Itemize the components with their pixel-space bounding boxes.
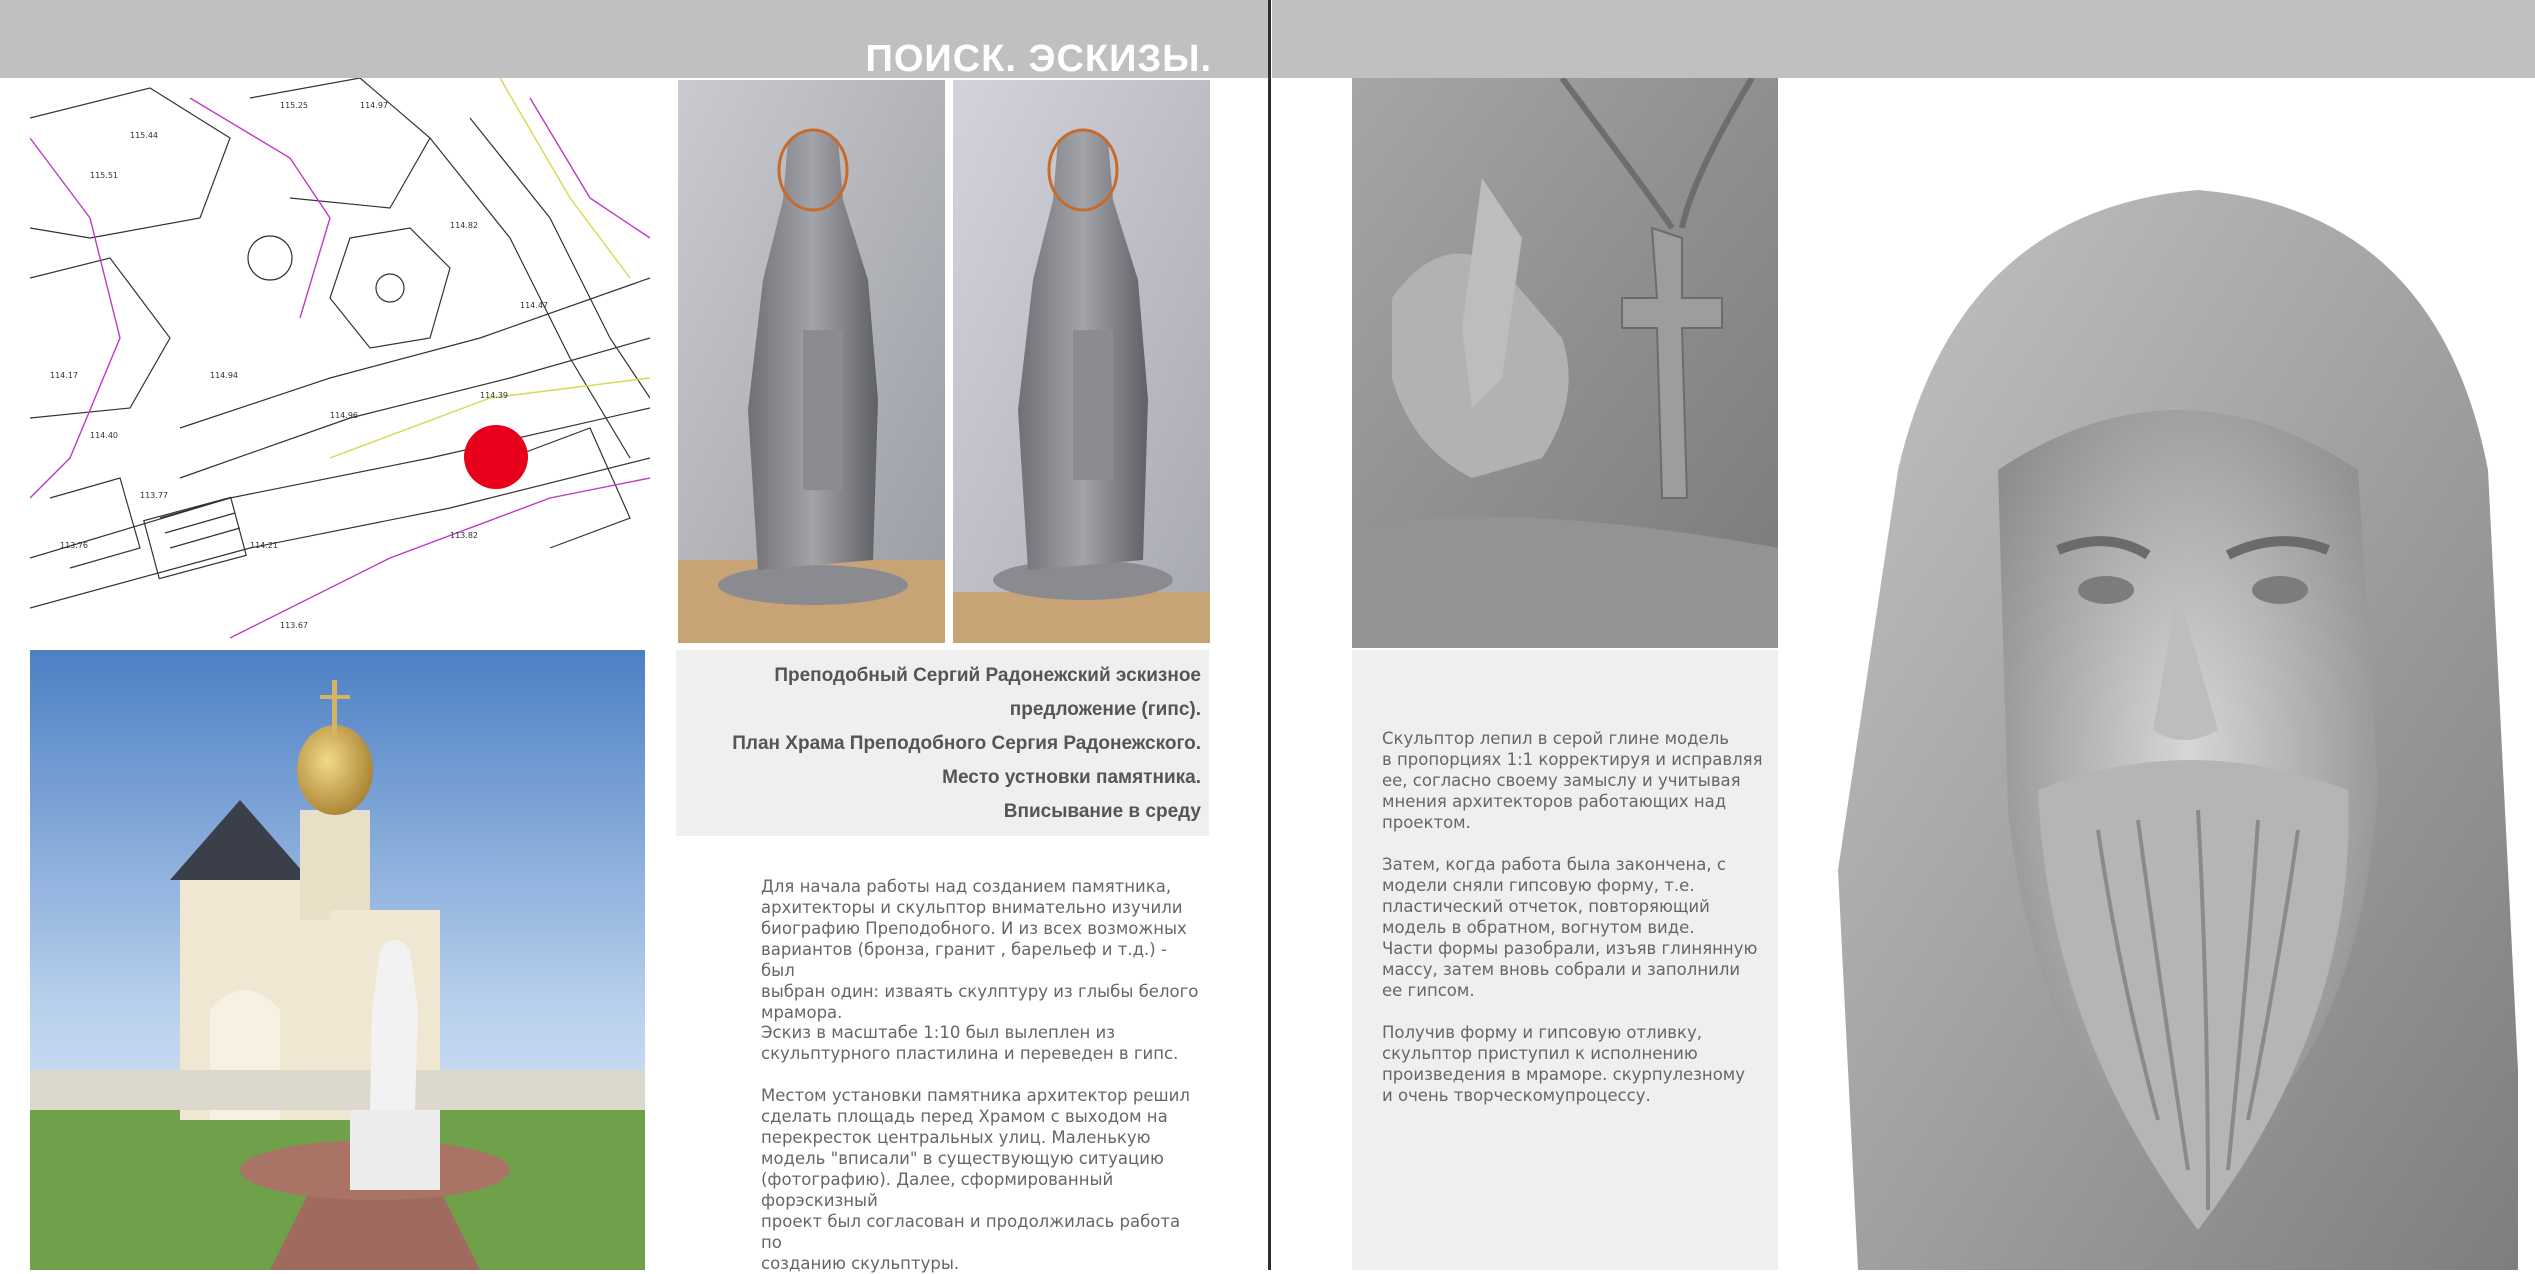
church-monument-render <box>30 650 645 1270</box>
svg-text:115.51: 115.51 <box>90 171 118 180</box>
page-title: ПОИСК. ЭСКИЗЫ. <box>865 38 1212 80</box>
svg-text:114.96: 114.96 <box>330 411 358 420</box>
svg-text:114.39: 114.39 <box>480 391 508 400</box>
svg-text:114.82: 114.82 <box>450 221 478 230</box>
caption-box <box>676 650 1209 836</box>
svg-text:115.25: 115.25 <box>280 101 308 110</box>
svg-text:113.82: 113.82 <box>450 531 478 540</box>
svg-text:114.21: 114.21 <box>250 541 278 550</box>
svg-text:113.76: 113.76 <box>60 541 88 550</box>
svg-text:113.77: 113.77 <box>140 491 168 500</box>
caption-line: Вписывание в среду <box>1003 801 1201 822</box>
svg-text:114.47: 114.47 <box>520 301 548 310</box>
plaster-sketch-front <box>678 80 945 643</box>
clay-face-closeup <box>1838 170 2518 1270</box>
header-band-right <box>1272 0 2535 78</box>
site-plan-map <box>30 78 650 643</box>
left-paragraph-3: Местом установки памятника архитектор решил сделать площадь перед Храмом с выходом на перекресток центральных улиц. Маленькую модель "вписали" в существующую ситуацию (фотографию). Далее, сформированный форэскизный проект был согласован и продолжилась работа по созданию скульптуры. <box>761 1086 1190 1273</box>
book-spine <box>1268 0 1271 1270</box>
caption-line: Место устновки памятника. <box>942 767 1201 788</box>
right-paragraph-2: Затем, когда работа была закончена, с модели сняли гипсовую форму, т.е. пластический отчеток, повторяющий модель в обратном, вогнутом виде. Части формы разобрали, изъяв глинянную массу, затем вновь собрали и заполнили ее гипсом. <box>1382 855 1758 1000</box>
caption-line: Преподобный Сергий Радонежский эскизное <box>774 665 1201 686</box>
left-paragraph-1: Для начала работы над созданием памятника, архитекторы и скульптор внимательно изучили биографию Преподобного. И из всех возможных вариантов (бронза, гранит , барельеф и т.д.) - был выбран один: изваять скулптуру из глыбы белого мрамора. <box>761 877 1199 1022</box>
svg-text:114.97: 114.97 <box>360 101 388 110</box>
left-paragraph-2: Эскиз в масштабе 1:10 был вылеплен из скульптурного пластилина и переведен в гипс. <box>761 1023 1179 1063</box>
svg-text:114.94: 114.94 <box>210 371 238 380</box>
svg-text:115.44: 115.44 <box>130 131 158 140</box>
svg-text:113.67: 113.67 <box>280 621 308 630</box>
caption-line: предложение (гипс). <box>1009 699 1201 720</box>
svg-text:114.17: 114.17 <box>50 371 78 380</box>
right-paragraph-1: Скульптор лепил в серой глине модель в пропорциях 1:1 корректируя и исправляя ее, согласно своему замыслу и учитывая мнения архитекторов работающих над проектом. <box>1382 729 1763 832</box>
plaster-sketch-angle <box>953 80 1210 643</box>
svg-text:114.40: 114.40 <box>90 431 118 440</box>
caption-line: План Храма Преподобного Сергия Радонежского. <box>732 733 1201 754</box>
right-paragraph-3: Получив форму и гипсовую отливку, скульптор приступил к исполнению произведения в мраморе. скурпулезному и очень творческомупроцессу. <box>1382 1023 1746 1105</box>
clay-model-detail <box>1352 78 1778 648</box>
